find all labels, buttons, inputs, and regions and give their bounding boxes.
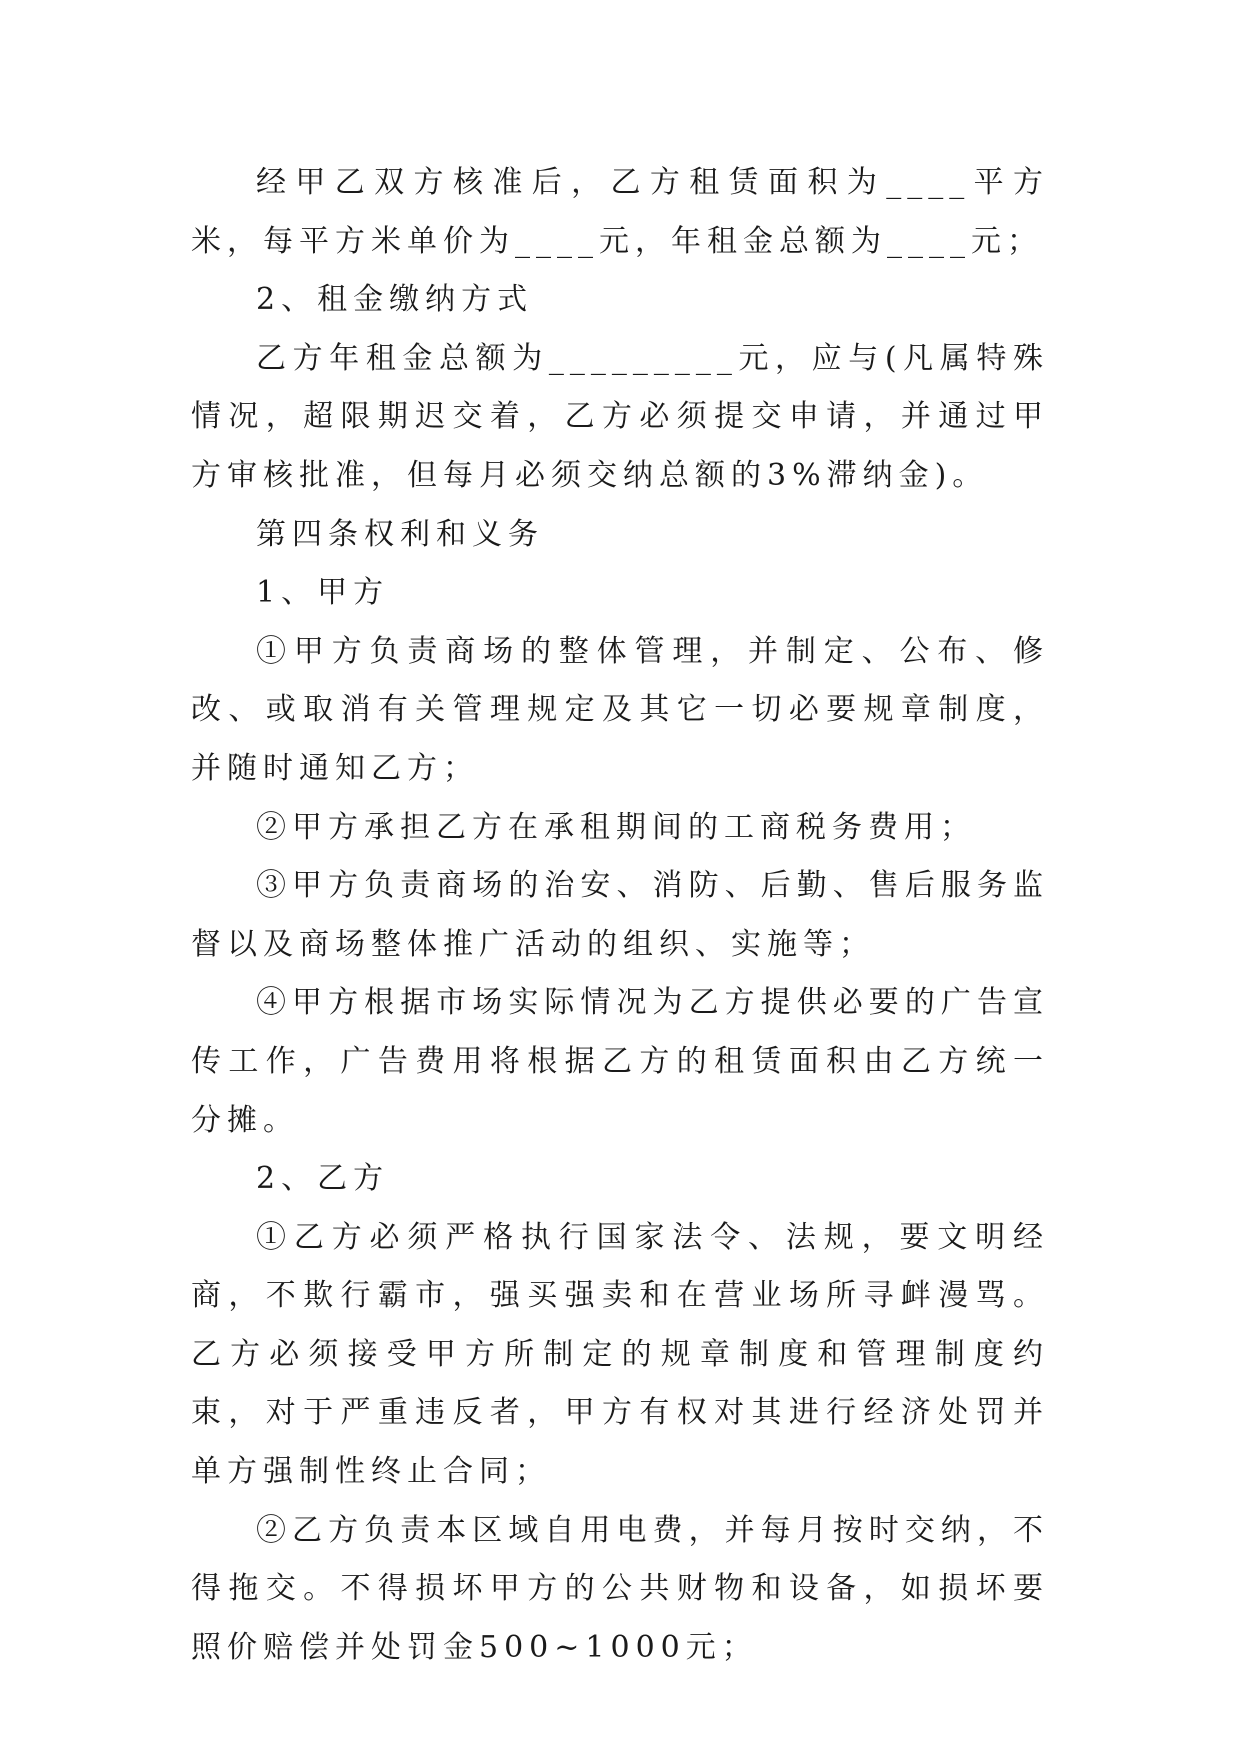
document-body (191, 154, 1049, 1677)
paragraph-party-b-item-2: ②乙方负责本区域自用电费，并每月按时交纳，不得拖交。不得损坏甲方的公共财物和设备，如损坏要照价赔偿并处罚金500~1000元； (191, 1512, 1049, 1665)
paragraph-rent-area: 经甲乙双方核准后，乙方租赁面积为____平方米，每平方米单价为____元，年租金总额为____元； (191, 165, 1049, 259)
heading-article-four: 第四条权利和义务 (256, 516, 544, 552)
heading-party-b: 2、乙方 (256, 1161, 390, 1197)
paragraph-party-b-item-1: ①乙方必须严格执行国家法令、法规，要文明经商，不欺行霸市，强买强卖和在营业场所寻衅漫骂。乙方必须接受甲方所制定的规章制度和管理制度约束，对于严重违反者，甲方有权对其进行经济处罚并单方强制性终止合同； (191, 1219, 1049, 1490)
paragraph-party-a-item-4: ④甲方根据市场实际情况为乙方提供必要的广告宣传工作，广告费用将根据乙方的租赁面积由乙方统一分摊。 (191, 985, 1049, 1138)
paragraph-party-a-item-1: ①甲方负责商场的整体管理，并制定、公布、修改、或取消有关管理规定及其它一切必要规章制度，并随时通知乙方； (191, 633, 1049, 786)
heading-party-a: 1、甲方 (256, 575, 390, 611)
paragraph-party-a-item-2: ②甲方承担乙方在承租期间的工商税务费用； (256, 809, 976, 845)
paragraph-party-a-item-3: ③甲方负责商场的治安、消防、后勤、售后服务监督以及商场整体推广活动的组织、实施等； (191, 868, 1049, 962)
paragraph-annual-rent: 乙方年租金总额为_________元，应与(凡属特殊情况，超限期迟交着，乙方必须提交申请，并通过甲方审核批准，但每月必须交纳总额的3%滞纳金)。 (191, 340, 1049, 493)
heading-rent-payment-method: 2、租金缴纳方式 (256, 282, 534, 318)
